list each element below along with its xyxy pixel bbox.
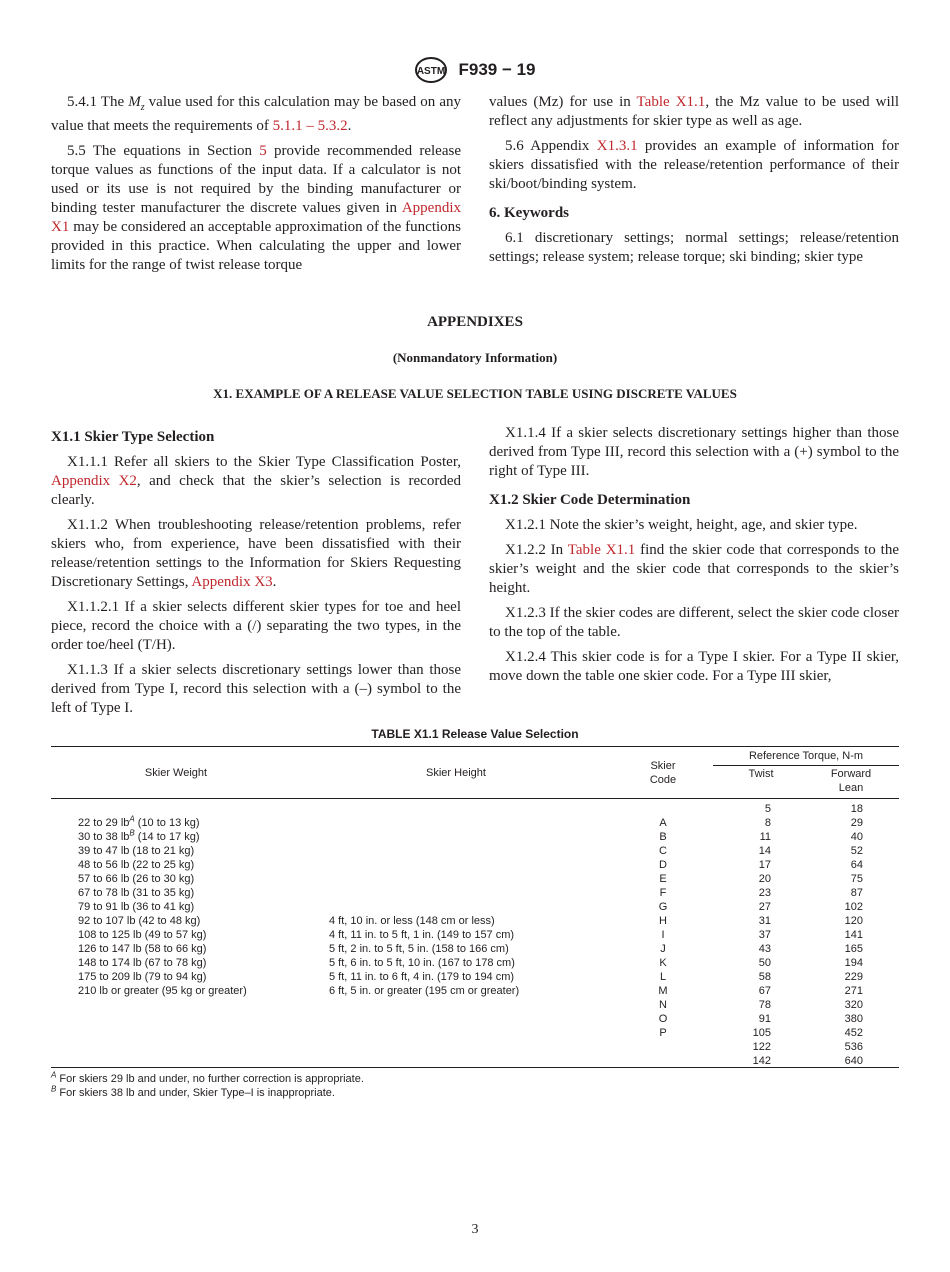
skier-code: B [659, 831, 667, 843]
para-5-5: 5.5 The equations in Section 5 provide recommended release torque values as functions of the input data. If a calculator is not used or its use is not required by the binding manufacturer or binding tester manufacturer the discrete values given in Appendix X1 may be considered an acceptable approximation of the functions provided in this practice. When calculating the upper and lower limits for the range of twist release torque [51, 143, 461, 273]
skier-weight: 48 to 56 lb (22 to 25 kg) [78, 859, 195, 871]
lean-value: 229 [844, 971, 863, 983]
skier-code: G [658, 901, 668, 913]
twist-value: 43 [758, 943, 771, 955]
twist-value: 17 [758, 859, 771, 871]
skier-weight: 175 to 209 lb (79 to 94 kg) [78, 971, 207, 983]
skier-weight: 22 to 29 $lb^A$ (10 to 13 kg) [78, 814, 200, 829]
twist-value: 122 [752, 1041, 771, 1053]
skier-code: L [659, 971, 667, 983]
skier-code: P [659, 1027, 667, 1039]
table-bottom-rule [51, 1067, 899, 1068]
twist-value: 11 [759, 831, 771, 843]
twist-value: 50 [758, 957, 771, 969]
footnote-a: $^A$ For skiers 29 lb and under, no further correction is appropriate. [51, 1070, 364, 1085]
header-bottom-rule [51, 798, 899, 799]
skier-code: J [660, 943, 666, 955]
link-appendix-x3[interactable]: Appendix X3 [191, 574, 273, 590]
para-5-6: 5.6 Appendix X1.3.1 provides an example of information for skiers dissatisfied with the release/retention performance of their ski/boot/binding system. [489, 138, 899, 192]
lean-value: 40 [850, 831, 863, 843]
lean-value: 194 [844, 957, 863, 969]
twist-value: 23 [758, 887, 771, 899]
lean-value: 165 [844, 943, 863, 955]
lean-value: 640 [844, 1055, 863, 1067]
appendixes-title: APPENDIXES [427, 314, 523, 330]
table-top-rule [51, 746, 899, 747]
link-section-5[interactable]: 5 [259, 143, 267, 159]
x1-1-heading: X1.1 Skier Type Selection [51, 429, 215, 445]
standard-designation: F939 − 19 [458, 60, 536, 79]
lean-value: 102 [844, 901, 863, 913]
twist-value: 105 [752, 1027, 771, 1039]
para-x1-2-4: X1.2.4 This skier code is for a Type I skier. For a Type II skier, move down the table one skier code. For a Type III skier, [489, 649, 899, 684]
skier-code: M [658, 985, 668, 997]
para-x1-2-2: X1.2.2 In Table X1.1 find the skier code that corresponds to the skier’s weight and the skier code that corresponds to the skier’s height. [489, 542, 899, 596]
nonmandatory-label: (Nonmandatory Information) [392, 350, 558, 365]
lean-value: 271 [844, 985, 863, 997]
astm-logo-icon [414, 56, 448, 84]
header-sub-rule [713, 765, 899, 766]
header-skier-weight: Skier Weight [144, 767, 208, 779]
skier-weight: 79 to 91 lb (36 to 41 kg) [78, 901, 195, 913]
skier-code: H [659, 915, 667, 927]
skier-code: C [659, 845, 667, 857]
para-x1-1-3: X1.1.3 If a skier selects discretionary settings lower than those derived from Type I, record this selection with a (–) symbol to the left of Type I. [51, 662, 461, 716]
para-x1-1-2: X1.1.2 When troubleshooting release/retention problems, refer skiers who, from experience, have been dissatisfied with their release/retention settings to the Information for Skiers Requesting Discretionary Settings, Appendix X3. [51, 517, 461, 590]
skier-code: A [659, 817, 667, 829]
link-table-x1-1-b[interactable]: Table X1.1 [567, 542, 636, 558]
header-twist: Twist [748, 768, 774, 780]
skier-code: K [659, 957, 667, 969]
link-appendix-x1[interactable]: Appendix X1 [51, 200, 461, 235]
twist-value: 5 [764, 803, 771, 815]
para-continued: values (Mz) for use in Table X1.1, the Mz value to be used will reflect any adjustments for skier type as well as age. [489, 94, 900, 129]
skier-code: D [659, 859, 667, 871]
header-forward-lean: Forward Lean [830, 768, 872, 794]
para-5-4-1: 5.4.1 The $M_z$ value used for this calculation may be based on any value that meets the requirements of 5.1.1 – 5.3.2. [51, 94, 461, 134]
skier-weight: 126 to 147 lb (58 to 66 kg) [78, 943, 207, 955]
skier-weight: 67 to 78 lb (31 to 35 kg) [78, 887, 195, 899]
skier-weight: 210 lb or greater (95 kg or greater) [78, 985, 247, 997]
lean-value: 75 [850, 873, 863, 885]
lean-value: 64 [850, 859, 863, 871]
skier-height: 5 ft, 6 in. to 5 ft, 10 in. (167 to 178 cm) [329, 957, 515, 969]
lean-value: 52 [850, 845, 863, 857]
twist-value: 14 [758, 845, 771, 857]
lean-value: 320 [844, 999, 863, 1011]
skier-weight: 148 to 174 lb (67 to 78 kg) [78, 957, 207, 969]
footnote-b: $^B$ For skiers 38 lb and under, Skier Type–I is inappropriate. [51, 1084, 335, 1099]
link-appendix-x2[interactable]: Appendix X2 [51, 473, 137, 489]
keywords-heading: 6. Keywords [489, 205, 569, 221]
para-x1-2-1: X1.2.1 Note the skier’s weight, height, age, and skier type. [505, 517, 858, 533]
header-skier-height: Skier Height [426, 767, 486, 779]
lower-left-column [51, 424, 461, 724]
twist-value: 67 [758, 985, 771, 997]
x1-title: X1. EXAMPLE OF A RELEASE VALUE SELECTION TABLE USING DISCRETE VALUES [213, 386, 737, 401]
lean-value: 29 [850, 817, 863, 829]
page-number: 3 [471, 1222, 479, 1237]
twist-value: 31 [758, 915, 771, 927]
para-x1-1-1: X1.1.1 Refer all skiers to the Skier Type Classification Poster, Appendix X2, and check that the skier’s selection is recorded clearly. [51, 454, 461, 508]
lean-value: 452 [844, 1027, 863, 1039]
lean-value: 18 [850, 803, 863, 815]
link-table-x1-1[interactable]: Table X1.1 [636, 94, 706, 110]
lean-value: 87 [850, 887, 863, 899]
para-x1-1-2-1: X1.1.2.1 If a skier selects different skier types for toe and heel piece, record the choice with a (/) separating the two types, in the order toe/heel (T/H). [51, 599, 461, 653]
lean-value: 536 [844, 1041, 863, 1053]
skier-code: I [661, 929, 665, 941]
para-x1-2-3: X1.2.3 If the skier codes are different, select the skier code closer to the top of the table. [489, 605, 899, 640]
skier-weight: 92 to 107 lb (42 to 48 kg) [78, 915, 201, 927]
skier-height: 5 ft, 2 in. to 5 ft, 5 in. (158 to 166 cm) [329, 943, 509, 955]
skier-height: 5 ft, 11 in. to 6 ft, 4 in. (179 to 194 cm) [329, 971, 515, 983]
skier-height: 4 ft, 11 in. to 5 ft, 1 in. (149 to 157 cm) [329, 929, 515, 941]
skier-weight: 39 to 47 lb (18 to 21 kg) [78, 845, 195, 857]
skier-weight: 57 to 66 lb (26 to 30 kg) [78, 873, 195, 885]
twist-value: 142 [752, 1055, 771, 1067]
lean-value: 120 [844, 915, 863, 927]
twist-value: 27 [758, 901, 771, 913]
top-right-column [489, 93, 899, 273]
x1-2-heading: X1.2 Skier Code Determination [489, 492, 691, 508]
para-x1-1-4: X1.1.4 If a skier selects discretionary settings higher than those derived from Type III, record this selection with a (+) symbol to the right of Type III. [489, 425, 899, 479]
svg-text:ASTM: ASTM [417, 66, 446, 77]
skier-weight: 108 to 125 lb (49 to 57 kg) [78, 929, 207, 941]
skier-code: E [659, 873, 667, 885]
skier-code: N [659, 999, 667, 1011]
twist-value: 20 [758, 873, 771, 885]
header-reference-torque: Reference Torque, N-m [748, 750, 864, 762]
skier-code: O [658, 1013, 668, 1025]
link-5-1-1[interactable]: 5.1.1 – 5.3.2 [272, 118, 348, 134]
skier-weight: 30 to 38 $lb^B$ (14 to 17 kg) [78, 828, 200, 843]
lean-value: 141 [844, 929, 863, 941]
header-skier-code: Skier Code [649, 760, 677, 786]
page-header [0, 56, 950, 84]
top-left-column [51, 93, 461, 281]
table-title: TABLE X1.1 Release Value Selection [371, 727, 579, 741]
skier-height: 6 ft, 5 in. or greater (195 cm or greater) [329, 985, 520, 997]
keywords-text: 6.1 discretionary settings; normal settings; release/retention settings; release system; release torque; ski binding; skier type [489, 230, 899, 265]
skier-height: 4 ft, 10 in. or less (148 cm or less) [329, 915, 495, 927]
twist-value: 8 [764, 817, 771, 829]
twist-value: 78 [758, 999, 771, 1011]
twist-value: 58 [758, 971, 771, 983]
twist-value: 37 [758, 929, 771, 941]
lower-right-column [489, 424, 899, 692]
skier-code: F [659, 887, 667, 899]
lean-value: 380 [844, 1013, 863, 1025]
twist-value: 91 [758, 1013, 771, 1025]
link-x1-3-1[interactable]: X1.3.1 [596, 138, 638, 154]
